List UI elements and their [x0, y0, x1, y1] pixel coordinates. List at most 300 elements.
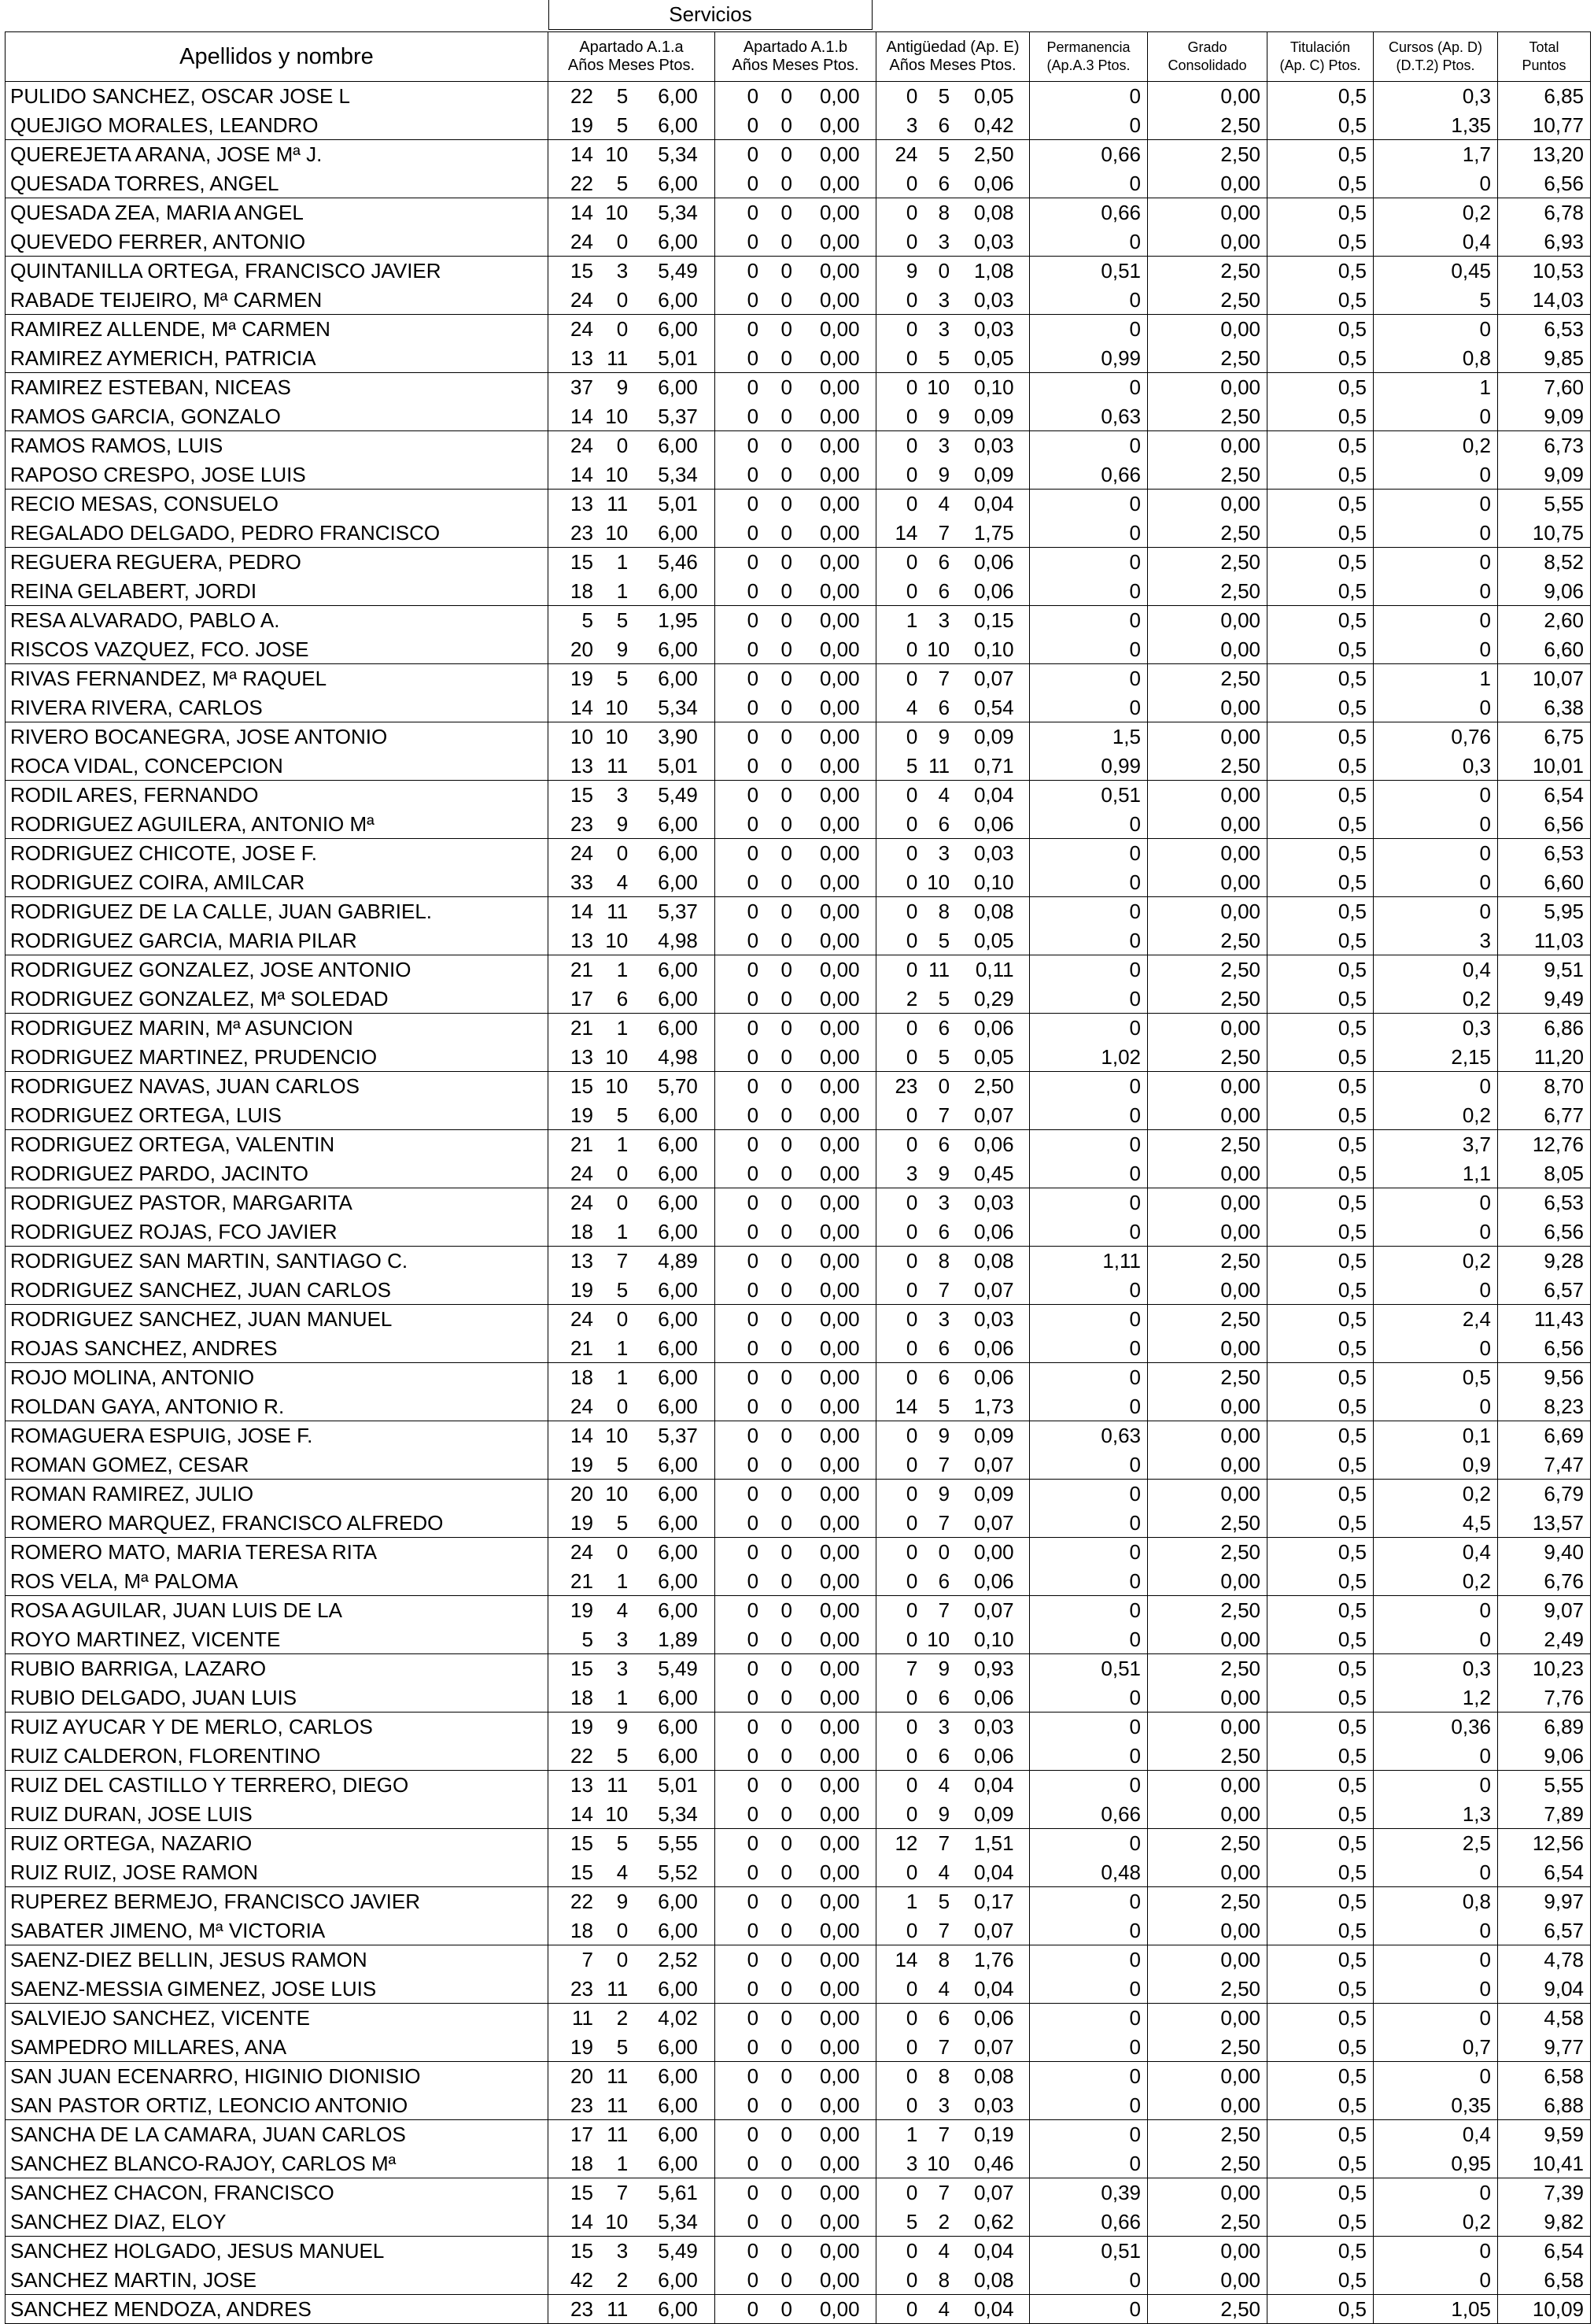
- a1b-values: [715, 286, 876, 315]
- a1b-years: 0: [747, 1627, 759, 1651]
- grado-cell: 0,00: [1148, 810, 1267, 839]
- a1a-months: 0: [616, 1307, 629, 1332]
- antiguedad-points: 0,09: [973, 1482, 1014, 1506]
- a1b-months: 0: [780, 841, 792, 866]
- antiguedad-cell: [876, 1305, 1030, 1334]
- titulacion-cell: 0,5: [1267, 1276, 1374, 1305]
- a1a-months: 10: [605, 462, 629, 486]
- grado-cell: 2,50: [1148, 1247, 1267, 1276]
- antiguedad-years: 0: [906, 492, 918, 516]
- a1b-points: 0,00: [819, 434, 860, 458]
- a1b-values: [715, 693, 876, 722]
- name-cell: REGALADO DELGADO, PEDRO FRANCISCO: [6, 519, 548, 548]
- a1a-months: 4: [616, 870, 629, 894]
- a1a-points: 6,00: [658, 1452, 698, 1476]
- a1a-cell: [548, 1683, 715, 1713]
- antiguedad-months: 11: [928, 753, 950, 778]
- antiguedad-months: 5: [938, 345, 950, 370]
- antiguedad-years: 0: [906, 1191, 918, 1215]
- antiguedad-points: 1,08: [973, 259, 1014, 283]
- a1b-years: 0: [747, 1948, 759, 1972]
- table-row: [6, 1450, 1591, 1480]
- antiguedad-values: [876, 2208, 1029, 2237]
- a1a-months: 1: [616, 578, 629, 603]
- a1a-months: 3: [616, 1657, 629, 1681]
- a1b-points: 0,00: [819, 1627, 860, 1651]
- a1a-points: 6,00: [658, 811, 698, 836]
- a1b-cell: [715, 1363, 876, 1392]
- a1b-points: 0,00: [819, 811, 860, 836]
- a1a-values: [548, 1480, 714, 1509]
- a1b-points: 0,00: [819, 113, 860, 137]
- a1a-cell: [548, 1625, 715, 1654]
- grado-cell: 0,00: [1148, 1334, 1267, 1363]
- antiguedad-cell: [876, 839, 1030, 868]
- a1a-points: 6,00: [658, 1307, 698, 1332]
- antiguedad-cell: [876, 1654, 1030, 1683]
- titulacion-cell: 0,5: [1267, 2004, 1374, 2033]
- a1b-values: [715, 227, 876, 257]
- a1a-cell: [548, 227, 715, 257]
- antiguedad-points: 0,06: [973, 1685, 1014, 1709]
- grado-cell: 2,50: [1148, 1509, 1267, 1538]
- a1b-months: 0: [780, 142, 792, 167]
- a1a-values: [548, 1538, 714, 1567]
- titulacion-cell: 0,5: [1267, 1043, 1374, 1072]
- a1b-points: 0,00: [819, 520, 860, 545]
- permanencia-cell: 0: [1030, 664, 1148, 693]
- table-row: [6, 1625, 1591, 1654]
- a1b-months: 0: [780, 2006, 792, 2030]
- a1b-months: 0: [780, 1191, 792, 1215]
- antiguedad-years: 0: [906, 2267, 918, 2292]
- name-cell: RAMIREZ ESTEBAN, NICEAS: [6, 373, 548, 402]
- a1b-months: 0: [780, 928, 792, 952]
- a1b-cell: [715, 1567, 876, 1596]
- a1a-cell: [548, 1334, 715, 1363]
- antiguedad-values: [876, 1101, 1029, 1130]
- permanencia-cell: 0: [1030, 169, 1148, 198]
- cursos-cell: 0: [1374, 169, 1498, 198]
- a1a-months: 0: [616, 317, 629, 342]
- a1b-cell: [715, 664, 876, 693]
- antiguedad-months: 7: [938, 2123, 950, 2147]
- titulacion-cell: 0,5: [1267, 286, 1374, 315]
- table-row: [6, 1567, 1591, 1596]
- antiguedad-points: 0,19: [973, 2123, 1014, 2147]
- antiguedad-cell: [876, 2091, 1030, 2120]
- a1a-values: [548, 1509, 714, 1538]
- antiguedad-cell: [876, 1159, 1030, 1188]
- antiguedad-cell: [876, 1945, 1030, 1975]
- grado-cell: 2,50: [1148, 286, 1267, 315]
- titulacion-cell: 0,5: [1267, 402, 1374, 431]
- a1b-points: 0,00: [819, 2064, 860, 2089]
- a1b-values: [715, 1596, 876, 1625]
- cursos-cell: 0,2: [1374, 1480, 1498, 1509]
- a1b-months: 0: [780, 171, 792, 195]
- a1b-values: [715, 460, 876, 490]
- a1a-points: 1,89: [658, 1627, 698, 1651]
- cursos-cell: 1,05: [1374, 2295, 1498, 2324]
- a1b-values: [715, 2208, 876, 2237]
- a1b-years: 0: [747, 259, 759, 283]
- titulacion-cell: 0,5: [1267, 1480, 1374, 1509]
- a1b-years: 0: [747, 113, 759, 137]
- a1b-values: [715, 1916, 876, 1945]
- antiguedad-values: [876, 1742, 1029, 1771]
- total-cell: 6,86: [1498, 1014, 1591, 1043]
- antiguedad-values: [876, 1567, 1029, 1596]
- a1a-years: 22: [570, 84, 593, 109]
- permanencia-cell: 0: [1030, 2266, 1148, 2295]
- a1b-points: 0,00: [819, 725, 860, 749]
- total-cell: 8,52: [1498, 548, 1591, 577]
- a1b-values: [715, 1538, 876, 1567]
- cursos-cell: 0: [1374, 1858, 1498, 1887]
- antiguedad-values: [876, 1509, 1029, 1538]
- a1b-values: [715, 140, 876, 169]
- antiguedad-points: 0,07: [973, 1452, 1014, 1476]
- a1b-years: 0: [747, 870, 759, 894]
- a1b-months: 0: [780, 2034, 792, 2059]
- a1b-years: 0: [747, 2239, 759, 2263]
- a1a-points: 6,00: [658, 1132, 698, 1157]
- a1b-months: 0: [780, 1161, 792, 1185]
- name-cell: RAMOS RAMOS, LUIS: [6, 431, 548, 460]
- a1b-months: 0: [780, 870, 792, 894]
- a1b-cell: [715, 1683, 876, 1713]
- a1b-months: 0: [780, 1743, 792, 1768]
- titulacion-cell: 0,5: [1267, 693, 1374, 722]
- permanencia-cell: 0: [1030, 1101, 1148, 1130]
- antiguedad-points: 0,42: [973, 113, 1014, 137]
- table-row: [6, 198, 1591, 227]
- a1b-points: 0,00: [819, 2267, 860, 2292]
- a1a-points: 6,00: [658, 667, 698, 691]
- a1b-points: 0,00: [819, 2093, 860, 2117]
- cursos-cell: 1,3: [1374, 1800, 1498, 1829]
- grado-cell: 2,50: [1148, 257, 1267, 286]
- total-cell: 5,95: [1498, 897, 1591, 926]
- a1b-months: 0: [780, 84, 792, 109]
- header-a1b-title: Apartado A.1.b: [743, 39, 848, 56]
- header-grado-title: Grado: [1187, 39, 1227, 55]
- a1b-values: [715, 1858, 876, 1887]
- cursos-cell: 0,1: [1374, 1421, 1498, 1450]
- antiguedad-values: [876, 1072, 1029, 1101]
- a1b-years: 0: [747, 1598, 759, 1623]
- titulacion-cell: 0,5: [1267, 82, 1374, 111]
- a1a-values: [548, 1217, 714, 1247]
- grado-cell: 0,00: [1148, 693, 1267, 722]
- a1a-years: 19: [570, 1452, 593, 1476]
- a1b-years: 0: [747, 142, 759, 167]
- a1a-cell: [548, 1771, 715, 1800]
- titulacion-cell: 0,5: [1267, 2033, 1374, 2062]
- a1a-months: 10: [605, 1044, 629, 1069]
- name-cell: RUIZ RUIZ, JOSE RAMON: [6, 1858, 548, 1887]
- grado-cell: 0,00: [1148, 227, 1267, 257]
- a1a-years: 24: [570, 317, 593, 342]
- a1a-years: 14: [570, 404, 593, 428]
- a1a-years: 37: [570, 375, 593, 400]
- a1a-months: 5: [616, 608, 629, 633]
- a1a-points: 5,01: [658, 753, 698, 778]
- antiguedad-values: [876, 722, 1029, 752]
- a1a-years: 14: [570, 695, 593, 719]
- a1b-points: 0,00: [819, 1568, 860, 1593]
- antiguedad-months: 6: [938, 578, 950, 603]
- antiguedad-cell: [876, 2149, 1030, 2178]
- titulacion-cell: 0,5: [1267, 1247, 1374, 1276]
- a1b-values: [715, 781, 876, 810]
- total-cell: 6,56: [1498, 169, 1591, 198]
- name-cell: SAMPEDRO MILLARES, ANA: [6, 2033, 548, 2062]
- antiguedad-points: 0,04: [973, 2239, 1014, 2263]
- grado-cell: 2,50: [1148, 1742, 1267, 1771]
- a1b-months: 0: [780, 1424, 792, 1448]
- total-cell: 4,58: [1498, 2004, 1591, 2033]
- permanencia-cell: 0: [1030, 1887, 1148, 1916]
- a1b-values: [715, 985, 876, 1014]
- a1b-points: 0,00: [819, 2006, 860, 2030]
- antiguedad-values: [876, 1217, 1029, 1247]
- grado-cell: 0,00: [1148, 82, 1267, 111]
- antiguedad-months: 7: [938, 1831, 950, 1856]
- a1a-values: [548, 1887, 714, 1916]
- a1a-years: 13: [570, 1249, 593, 1273]
- a1a-values: [548, 1276, 714, 1305]
- antiguedad-months: 9: [938, 1801, 950, 1826]
- titulacion-cell: 0,5: [1267, 2120, 1374, 2149]
- a1b-values: [715, 1887, 876, 1916]
- a1a-points: 6,00: [658, 2297, 698, 2321]
- permanencia-cell: 0: [1030, 1334, 1148, 1363]
- a1b-values: [715, 2091, 876, 2120]
- a1a-months: 1: [616, 1016, 629, 1040]
- a1b-years: 0: [747, 958, 759, 982]
- a1a-months: 5: [616, 667, 629, 691]
- a1b-cell: [715, 926, 876, 955]
- a1a-points: 6,00: [658, 1161, 698, 1185]
- name-cell: RODRIGUEZ NAVAS, JUAN CARLOS: [6, 1072, 548, 1101]
- antiguedad-cell: [876, 1916, 1030, 1945]
- antiguedad-months: 9: [938, 1482, 950, 1506]
- total-cell: 9,06: [1498, 577, 1591, 606]
- a1a-months: 1: [616, 1132, 629, 1157]
- antiguedad-years: 0: [906, 1016, 918, 1040]
- antiguedad-points: 0,06: [973, 2006, 1014, 2030]
- titulacion-cell: 0,5: [1267, 606, 1374, 635]
- a1b-values: [715, 752, 876, 781]
- antiguedad-points: 0,04: [973, 2297, 1014, 2321]
- a1a-cell: [548, 1975, 715, 2004]
- a1b-cell: [715, 1188, 876, 1217]
- name-cell: RIVERO BOCANEGRA, JOSE ANTONIO: [6, 722, 548, 752]
- permanencia-cell: 0,51: [1030, 1654, 1148, 1683]
- a1a-cell: [548, 2208, 715, 2237]
- antiguedad-points: 0,07: [973, 667, 1014, 691]
- table-row: [6, 1014, 1591, 1043]
- a1a-months: 5: [616, 2034, 629, 2059]
- antiguedad-values: [876, 402, 1029, 431]
- a1b-cell: [715, 1771, 876, 1800]
- a1a-cell: [548, 2091, 715, 2120]
- a1a-cell: [548, 460, 715, 490]
- a1b-points: 0,00: [819, 142, 860, 167]
- titulacion-cell: 0,5: [1267, 897, 1374, 926]
- a1b-cell: [715, 1043, 876, 1072]
- a1a-points: 5,49: [658, 783, 698, 807]
- name-cell: ROMAGUERA ESPUIG, JOSE F.: [6, 1421, 548, 1450]
- total-cell: 13,20: [1498, 140, 1591, 169]
- antiguedad-values: [876, 1130, 1029, 1159]
- a1a-years: 14: [570, 1424, 593, 1448]
- a1a-cell: [548, 1538, 715, 1567]
- titulacion-cell: 0,5: [1267, 1683, 1374, 1713]
- a1b-months: 0: [780, 1482, 792, 1506]
- antiguedad-values: [876, 985, 1029, 1014]
- a1b-years: 0: [747, 900, 759, 924]
- a1a-years: 19: [570, 1277, 593, 1302]
- antiguedad-cell: [876, 606, 1030, 635]
- cursos-cell: 0,7: [1374, 2033, 1498, 2062]
- cursos-cell: 0: [1374, 635, 1498, 664]
- total-cell: 6,73: [1498, 431, 1591, 460]
- antiguedad-years: 0: [906, 404, 918, 428]
- antiguedad-cell: [876, 2266, 1030, 2295]
- antiguedad-months: 11: [928, 958, 950, 982]
- a1b-months: 0: [780, 1365, 792, 1390]
- a1a-points: 6,00: [658, 1365, 698, 1390]
- antiguedad-points: 0,05: [973, 345, 1014, 370]
- grado-cell: 2,50: [1148, 1887, 1267, 1916]
- total-cell: 10,77: [1498, 111, 1591, 140]
- total-cell: 6,77: [1498, 1101, 1591, 1130]
- antiguedad-cell: [876, 1363, 1030, 1392]
- antiguedad-points: 0,06: [973, 550, 1014, 575]
- permanencia-cell: 0: [1030, 1567, 1148, 1596]
- total-cell: 6,79: [1498, 1480, 1591, 1509]
- grado-cell: 0,00: [1148, 373, 1267, 402]
- a1b-values: [715, 344, 876, 373]
- total-cell: 7,39: [1498, 2178, 1591, 2208]
- a1a-points: 6,00: [658, 1743, 698, 1768]
- antiguedad-values: [876, 577, 1029, 606]
- table-row: [6, 2178, 1591, 2208]
- a1a-values: [548, 1683, 714, 1713]
- cursos-cell: 0: [1374, 693, 1498, 722]
- antiguedad-months: 5: [938, 1394, 950, 1418]
- a1b-values: [715, 1450, 876, 1480]
- grado-cell: 0,00: [1148, 1276, 1267, 1305]
- a1b-months: 0: [780, 2093, 792, 2117]
- table-row: [6, 635, 1591, 664]
- antiguedad-months: 6: [938, 171, 950, 195]
- total-cell: 6,57: [1498, 1916, 1591, 1945]
- a1b-points: 0,00: [819, 1598, 860, 1623]
- a1b-values: [715, 1567, 876, 1596]
- total-cell: 2,60: [1498, 606, 1591, 635]
- total-cell: 6,93: [1498, 227, 1591, 257]
- titulacion-cell: 0,5: [1267, 985, 1374, 1014]
- antiguedad-years: 0: [906, 287, 918, 312]
- a1a-values: [548, 897, 714, 926]
- a1b-points: 0,00: [819, 958, 860, 982]
- a1b-values: [715, 1159, 876, 1188]
- antiguedad-years: 0: [906, 1715, 918, 1739]
- cursos-cell: 0,2: [1374, 1567, 1498, 1596]
- antiguedad-values: [876, 1713, 1029, 1742]
- a1b-years: 0: [747, 1568, 759, 1593]
- table-row: [6, 373, 1591, 402]
- name-cell: RODIL ARES, FERNANDO: [6, 781, 548, 810]
- a1a-points: 6,00: [658, 434, 698, 458]
- a1a-cell: [548, 257, 715, 286]
- cursos-cell: 0,2: [1374, 431, 1498, 460]
- a1a-months: 11: [607, 1773, 629, 1797]
- grado-cell: 2,50: [1148, 548, 1267, 577]
- a1b-values: [715, 2033, 876, 2062]
- a1b-months: 0: [780, 1627, 792, 1651]
- a1a-cell: [548, 2004, 715, 2033]
- a1a-cell: [548, 373, 715, 402]
- antiguedad-points: 0,15: [973, 608, 1014, 633]
- antiguedad-months: 7: [938, 2034, 950, 2059]
- table-row: [6, 1276, 1591, 1305]
- a1a-years: 20: [570, 2064, 593, 2089]
- a1b-values: [715, 1829, 876, 1858]
- a1b-years: 0: [747, 2064, 759, 2089]
- grado-cell: 2,50: [1148, 1829, 1267, 1858]
- antiguedad-cell: [876, 373, 1030, 402]
- a1a-years: 21: [570, 1016, 593, 1040]
- antiguedad-values: [876, 1800, 1029, 1829]
- antiguedad-cell: [876, 315, 1030, 344]
- antiguedad-points: 0,08: [973, 1249, 1014, 1273]
- total-cell: 6,78: [1498, 198, 1591, 227]
- a1b-months: 0: [780, 1860, 792, 1884]
- a1a-months: 10: [605, 2209, 629, 2233]
- a1a-months: 10: [605, 1482, 629, 1506]
- a1b-cell: [715, 373, 876, 402]
- a1b-years: 0: [747, 434, 759, 458]
- a1a-months: 10: [605, 404, 629, 428]
- table-row: [6, 2295, 1591, 2324]
- grado-cell: 0,00: [1148, 1072, 1267, 1101]
- permanencia-cell: 0: [1030, 1392, 1148, 1421]
- a1b-years: 0: [747, 1277, 759, 1302]
- a1b-cell: [715, 1916, 876, 1945]
- permanencia-cell: 0: [1030, 1509, 1148, 1538]
- antiguedad-values: [876, 227, 1029, 257]
- cursos-cell: 0,3: [1374, 82, 1498, 111]
- permanencia-cell: 0: [1030, 926, 1148, 955]
- a1b-values: [715, 1043, 876, 1072]
- antiguedad-months: 3: [938, 1191, 950, 1215]
- grado-cell: 2,50: [1148, 752, 1267, 781]
- cursos-cell: 0: [1374, 2004, 1498, 2033]
- a1a-months: 1: [616, 958, 629, 982]
- table-row: [6, 2266, 1591, 2295]
- a1b-cell: [715, 2004, 876, 2033]
- antiguedad-points: 0,03: [973, 841, 1014, 866]
- antiguedad-values: [876, 1654, 1029, 1683]
- a1a-cell: [548, 781, 715, 810]
- a1b-values: [715, 2266, 876, 2295]
- antiguedad-points: 0,10: [973, 870, 1014, 894]
